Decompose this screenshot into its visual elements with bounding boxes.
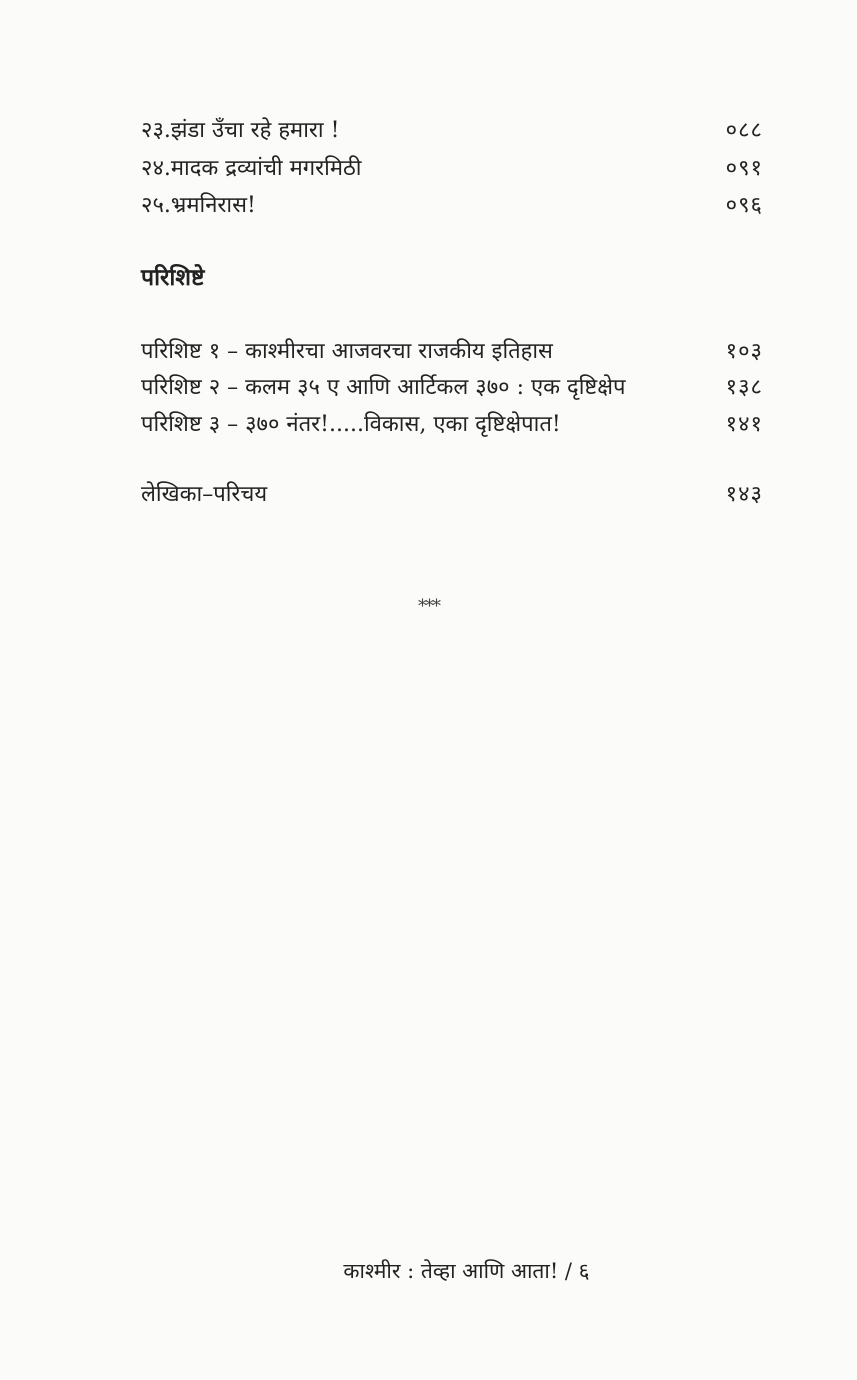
toc-entry-page: ०९६ bbox=[725, 193, 763, 218]
section-separator: *** bbox=[418, 596, 439, 617]
toc-entry-appendix-3[interactable] bbox=[141, 410, 763, 440]
toc-entry-title: परिशिष्ट ३ – ३७० नंतर!.....विकास, एका दृष्टिक्षेपात! bbox=[141, 412, 561, 437]
toc-entry-title: २४.मादक द्रव्यांची मगरमिठी bbox=[141, 156, 362, 181]
toc-entry-chapter-23[interactable] bbox=[141, 116, 763, 146]
toc-entry-page: १०३ bbox=[725, 339, 763, 364]
toc-entry-title: लेखिका–परिचय bbox=[141, 482, 268, 507]
toc-entry-page: १४१ bbox=[725, 412, 763, 437]
toc-entry-page: १३८ bbox=[725, 375, 763, 400]
toc-entry-page: ०८८ bbox=[725, 118, 763, 143]
page-footer: काश्मीर : तेव्हा आणि आता! / ६ bbox=[343, 1259, 590, 1283]
toc-entry-page: १४३ bbox=[725, 482, 763, 507]
toc-entry-chapter-25[interactable] bbox=[141, 191, 763, 221]
toc-entry-title: २५.भ्रमनिरास! bbox=[141, 193, 256, 218]
toc-entry-appendix-2[interactable] bbox=[141, 373, 763, 403]
toc-entry-page: ०९१ bbox=[725, 156, 763, 181]
toc-entry-chapter-24[interactable] bbox=[141, 154, 763, 184]
appendix-section-heading: परिशिष्टे bbox=[141, 264, 205, 291]
toc-entry-title: परिशिष्ट २ – कलम ३५ ए आणि आर्टिकल ३७० : एक दृष्टिक्षेप bbox=[141, 375, 626, 400]
toc-entry-appendix-1[interactable] bbox=[141, 337, 763, 367]
toc-entry-author-intro[interactable] bbox=[141, 480, 763, 510]
toc-entry-title: परिशिष्ट १ – काश्मीरचा आजवरचा राजकीय इतिहास bbox=[141, 339, 553, 364]
toc-entry-title: २३.झंडा उँचा रहे हमारा ! bbox=[141, 118, 340, 143]
